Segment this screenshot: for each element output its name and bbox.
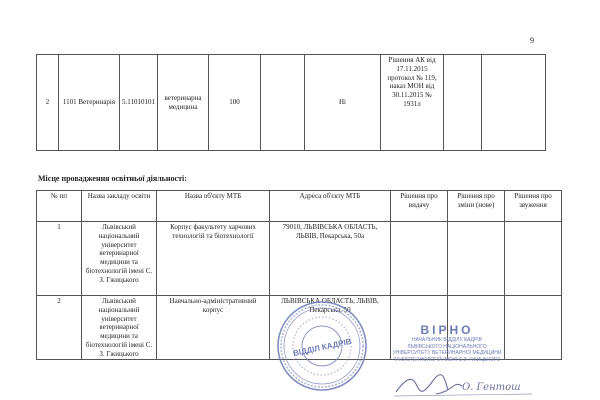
verification-title: ВІРНО [420, 323, 474, 337]
verification-line: НАЧАЛЬНИК ВІДДІЛУ КАДРІВ [412, 337, 482, 343]
decision-narrow [505, 222, 562, 296]
row-number: 1 [37, 222, 82, 296]
object-address: 79010, ЛЬВІВСЬКА ОБЛАСТЬ, ЛЬВІВ, Пекарська, 50а [270, 222, 391, 296]
empty-cell [444, 55, 482, 151]
col-header-narrow: Рішення про звуження [505, 191, 562, 222]
col-header-num: № пп [37, 191, 82, 222]
col-header-change: Рішення про зміни (нове) [448, 191, 505, 222]
section-title: Місце провадження освітньої діяльності: [38, 174, 187, 183]
object-name: Корпус факультету харчових технологій та біотехнології [157, 222, 270, 296]
table-row [37, 222, 562, 296]
col-header-address: Адреса об'єкту МТБ [270, 191, 391, 222]
decision-issue [391, 222, 448, 296]
page-number: 9 [530, 36, 534, 45]
object-name: Навчально-адміністративний корпус [157, 296, 270, 360]
signature-text: О. Гентош [462, 382, 521, 393]
department-stamp-icon [276, 300, 368, 392]
program-code-name: 1101 Ветеринарія [59, 55, 120, 151]
row-number: 2 [37, 296, 82, 360]
specialty-name: ветеринарна медицина [158, 55, 209, 151]
col-header-issue: Рішення про видачу [391, 191, 448, 222]
col-header-object: Назва об'єкту МТБ [157, 191, 270, 222]
table-row [37, 55, 546, 151]
licensed-count: 100 [209, 55, 261, 151]
empty-cell [261, 55, 305, 151]
institution-name: Львівський національний університет ветеринарної медицини та біотехнологій імені С. З. Гжицького [82, 222, 157, 296]
flag-cell: Ні [305, 55, 381, 151]
object-address: ЛЬВІВСЬКА ОБЛАСТЬ, ЛЬВІВ, Пекарська, 50 [270, 296, 391, 360]
stamp-center-text: ВІДДІЛ КАДРІВ [292, 336, 353, 359]
verification-line: ЛЬВІВСЬКОГО НАЦІОНАЛЬНОГО УНІВЕРСИТЕТУ ВЕТЕРИНАРНОЇ МЕДИЦИНИ [392, 343, 502, 356]
empty-cell [482, 55, 546, 151]
program-table [36, 54, 546, 151]
verification-line: ТА БІОТЕХНОЛОГІЙ ІМЕНІ С.З. ГЖИЦЬКОГО [393, 356, 501, 363]
decision-narrow [505, 296, 562, 360]
institution-name: Львівський національний університет ветеринарної медицини та біотехнологій імені С. З. Гжицького [82, 296, 157, 360]
col-header-institution: Назва закладу освіти [82, 191, 157, 222]
verification-block [392, 323, 502, 363]
specialty-code: 5.11010101 [120, 55, 158, 151]
table-header-row [37, 191, 562, 222]
decision-cell: Рішення АК від 17.11.2015 протокол № 119, наказ МОН від 30.11.2015 № 1931л [381, 55, 444, 151]
decision-change [448, 222, 505, 296]
row-number: 2 [37, 55, 59, 151]
